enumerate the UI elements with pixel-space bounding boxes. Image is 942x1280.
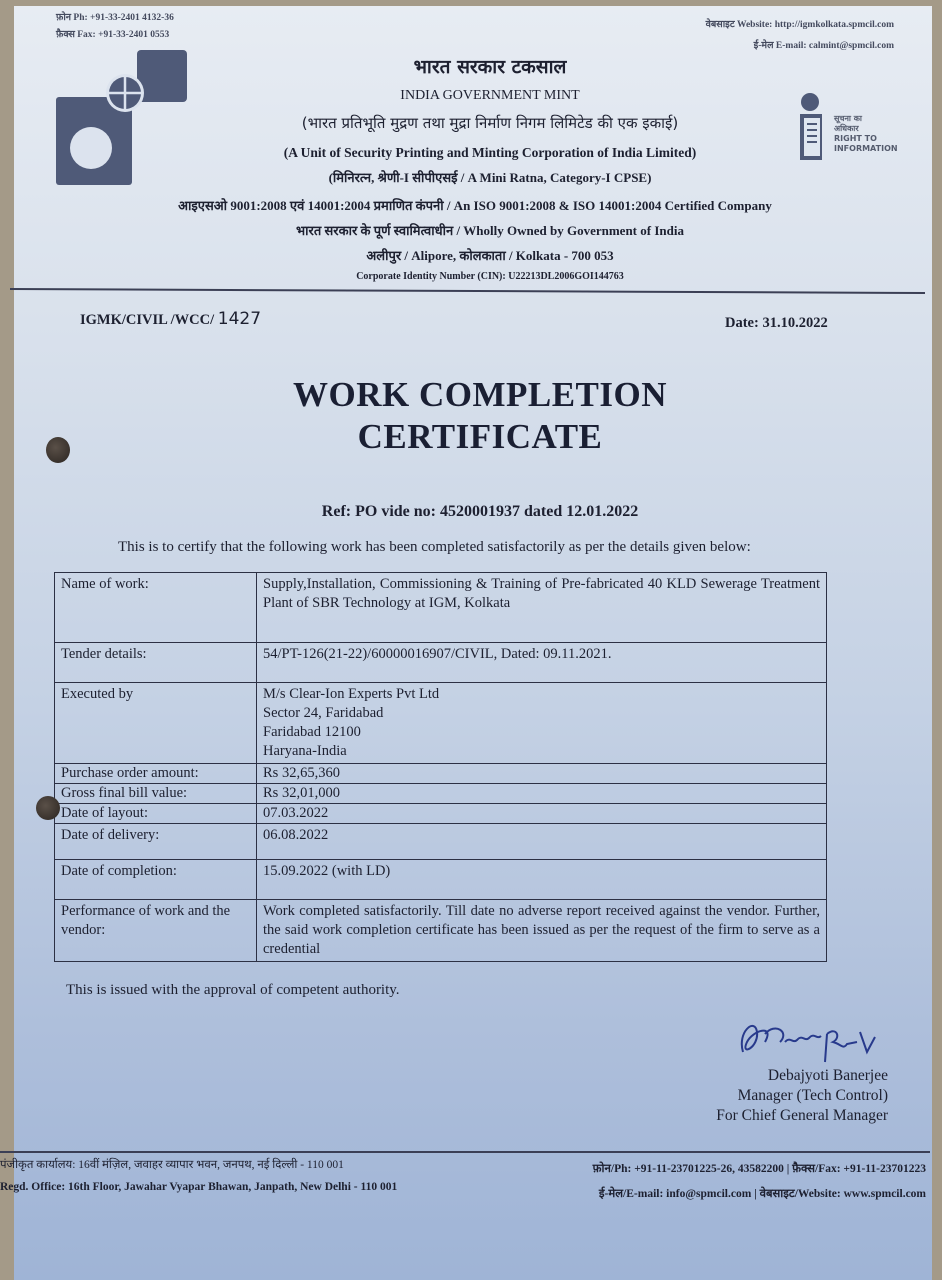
- certificate-title-line2: CERTIFICATE: [357, 417, 603, 456]
- row-value: 06.08.2022: [257, 824, 827, 860]
- letter-reference: IGMK/CIVIL /WCC/ 1427: [80, 309, 262, 329]
- footer-regd-hindi: पंजीकृत कार्यालय: 16वीं मंज़िल, जवाहर व्यापार भवन, जनपथ, नई दिल्ली - 110 001: [0, 1159, 344, 1171]
- footer-divider: [0, 1151, 930, 1153]
- org-name-hindi: भारत सरकार टकसाल: [413, 56, 567, 78]
- approval-statement: This is issued with the approval of competent authority.: [66, 982, 400, 998]
- row-label: Date of layout:: [55, 804, 257, 824]
- certificate-title-line1: WORK COMPLETION: [292, 375, 668, 414]
- punch-hole-icon: [36, 796, 60, 820]
- row-label: Tender details:: [55, 643, 257, 683]
- letterhead-fax: फ़ैक्स Fax: +91-33-2401 0553: [56, 30, 170, 40]
- iso-certification: आइएसओ 9001:2008 एवं 14001:2004 प्रमाणित कंपनी / An ISO 9001:2008 & ISO 14001:2004 Certified Company: [178, 198, 772, 213]
- ownership: भारत सरकार के पूर्ण स्वामित्वाधीन / Wholly Owned by Government of India: [296, 223, 684, 238]
- row-label: Executed by: [55, 683, 257, 764]
- row-value: 54/PT-126(21-22)/60000016907/CIVIL, Dated: 09.11.2021.: [257, 643, 827, 683]
- signatory-name: Debajyoti Banerjee: [767, 1067, 888, 1084]
- row-label: Name of work:: [55, 573, 257, 643]
- table-row: [55, 643, 827, 683]
- table-row: [55, 683, 827, 764]
- cin: Corporate Identity Number (CIN): U22213DL2006GOI144763: [356, 271, 624, 282]
- letter-date: Date: 31.10.2022: [725, 315, 828, 331]
- row-label: Performance of work and the vendor:: [55, 900, 257, 962]
- address: अलीपुर / Alipore, कोलकाता / Kolkata - 700 053: [366, 248, 614, 263]
- unit-hindi: (भारत प्रतिभूति मुद्रण तथा मुद्रा निर्माण निगम लिमिटेड की एक इकाई): [301, 114, 679, 132]
- footer-regd-english: Regd. Office: 16th Floor, Jawahar Vyapar Bhawan, Janpath, New Delhi - 110 001: [0, 1181, 398, 1193]
- row-value: Supply,Installation, Commissioning & Training of Pre-fabricated 40 KLD Sewerage Treatment Plant of SBR Technology at IGM, Kolkata: [257, 573, 827, 643]
- table-row: [55, 900, 827, 962]
- row-value: Rs 32,01,000: [257, 784, 827, 804]
- signatory-designation: Manager (Tech Control): [737, 1087, 888, 1104]
- handwritten-number: 1427: [217, 309, 262, 329]
- table-row: [55, 784, 827, 804]
- footer-phone-fax: फ़ोन/Ph: +91-11-23701225-26, 43582200 | फ़ैक्स/Fax: +91-11-23701223: [592, 1163, 926, 1175]
- rti-label: सूचना का अधिकार RIGHT TO INFORMATION: [834, 114, 898, 153]
- letterhead-website: वेबसाइट Website: http://igmkolkata.spmcil.com: [705, 20, 894, 30]
- letterhead-phone: फ़ोन Ph: +91-33-2401 4132-36: [56, 13, 174, 23]
- row-value: Rs 32,65,360: [257, 764, 827, 784]
- table-row: [55, 860, 827, 900]
- row-label: Date of completion:: [55, 860, 257, 900]
- po-reference: Ref: PO vide no: 4520001937 dated 12.01.2022: [321, 503, 639, 520]
- rti-logo: [798, 92, 908, 172]
- footer-email-web: ई-मेल/E-mail: info@spmcil.com | वेबसाइट/Website: www.spmcil.com: [598, 1188, 926, 1200]
- row-label: Date of delivery:: [55, 824, 257, 860]
- row-value: M/s Clear-Ion Experts Pvt Ltd Sector 24, Faridabad Faridabad 12100 Haryana-India: [257, 683, 827, 764]
- table-row: [55, 804, 827, 824]
- table-row: [55, 764, 827, 784]
- signatory-block: [690, 1066, 888, 1126]
- category: (मिनिरत्न, श्रेणी-I सीपीएसई / A Mini Ratna, Category-I CPSE): [328, 170, 652, 185]
- table-row: [55, 573, 827, 643]
- row-value: 15.09.2022 (with LD): [257, 860, 827, 900]
- punch-hole-icon: [46, 437, 70, 463]
- row-label: Gross final bill value:: [55, 784, 257, 804]
- row-value: 07.03.2022: [257, 804, 827, 824]
- spmcil-logo-icon: [56, 50, 196, 190]
- letterhead-email: ई-मेल E-mail: calmint@spmcil.com: [753, 41, 894, 51]
- row-label: Purchase order amount:: [55, 764, 257, 784]
- signatory-on-behalf: For Chief General Manager: [716, 1107, 888, 1124]
- certification-intro: This is to certify that the following work has been completed satisfactorily as per the details given below:: [118, 539, 751, 555]
- unit-english: (A Unit of Security Printing and Minting Corporation of India Limited): [283, 145, 697, 160]
- row-value: Work completed satisfactorily. Till date no adverse report received against the vendor. Further, the said work completion certificate has been issued as per the request of the firm to serve as a credential: [257, 900, 827, 962]
- signature-icon: [735, 1012, 885, 1067]
- work-details-table: [54, 572, 827, 962]
- org-name-english: INDIA GOVERNMENT MINT: [400, 88, 580, 103]
- table-row: [55, 824, 827, 860]
- rti-info-icon: [798, 92, 830, 164]
